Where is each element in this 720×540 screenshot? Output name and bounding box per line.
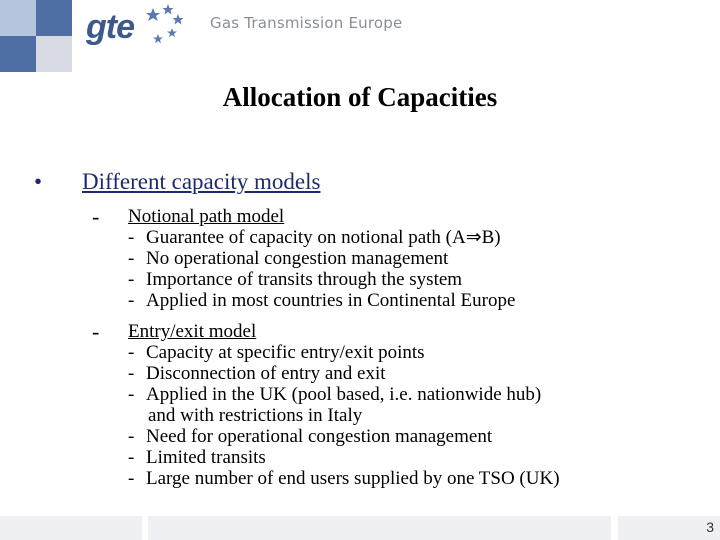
model-notional-path — [34, 206, 684, 311]
footer-block-middle — [148, 516, 611, 540]
model-heading — [34, 321, 684, 342]
main-point-text: Different capacity models — [82, 169, 321, 194]
dash-marker: - — [92, 319, 100, 344]
main-bullet — [34, 168, 684, 196]
list-item: - Applied in most countries in Continental Europe — [128, 290, 516, 311]
model-label: Notional path model — [128, 206, 285, 227]
list-item: - Limited transits — [128, 447, 266, 468]
list-item: - Disconnection of entry and exit — [128, 363, 386, 384]
slide-content — [34, 168, 684, 489]
model-label: Entry/exit model — [128, 321, 257, 342]
page-number: 3 — [706, 519, 714, 535]
dash-marker: - — [92, 204, 100, 229]
stars-icon — [78, 0, 198, 56]
footer-block-right — [618, 516, 720, 540]
list-item: - Need for operational congestion management — [128, 426, 493, 447]
list-item: - Guarantee of capacity on notional path (A⇒B) — [128, 227, 501, 248]
header-block-dark — [36, 0, 72, 36]
list-item-continuation: and with restrictions in Italy — [148, 405, 363, 426]
list-item: - Large number of end users supplied by one TSO (UK) — [128, 468, 560, 489]
list-item: - Applied in the UK (pool based, i.e. nationwide hub) — [128, 384, 542, 405]
company-name: Gas Transmission Europe — [210, 14, 403, 32]
list-item: - Capacity at specific entry/exit points — [128, 342, 425, 363]
header-block-dark-lower — [0, 36, 36, 72]
model-entry-exit — [34, 321, 684, 489]
header-block-light — [0, 0, 36, 36]
slide-title: Allocation of Capacities — [222, 82, 498, 112]
model-heading — [34, 206, 684, 227]
list-item: - No operational congestion management — [128, 248, 449, 269]
bullet-icon: • — [34, 169, 43, 194]
header-block-grey — [36, 36, 72, 72]
logo-text: gte — [86, 8, 134, 46]
list-item: - Importance of transits through the system — [128, 269, 463, 290]
footer-block-left — [0, 516, 142, 540]
gte-logo — [78, 0, 408, 56]
